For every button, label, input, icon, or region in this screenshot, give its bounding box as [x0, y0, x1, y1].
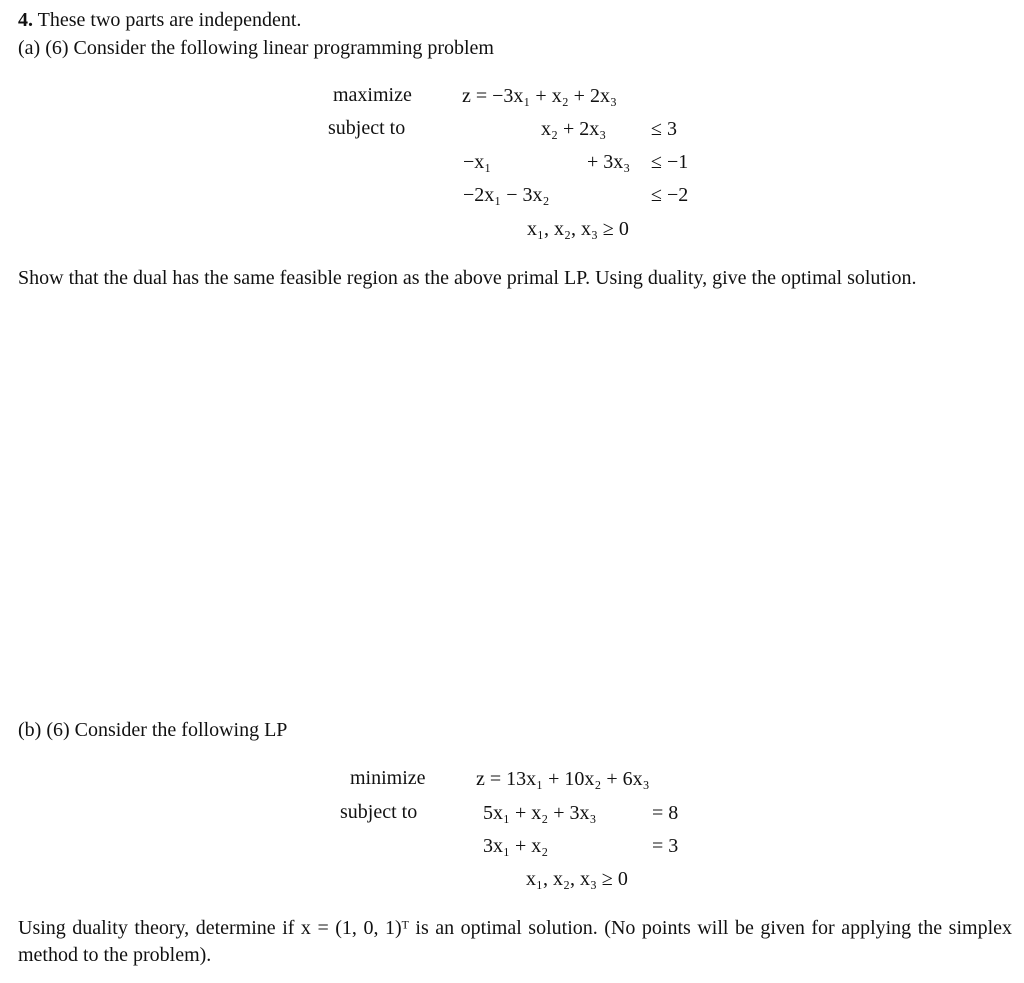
part-a-header: (a) (6) Consider the following linear programming problem — [18, 37, 494, 59]
part-a-question: Show that the dual has the same feasible region as the above primal LP. Using duality, give the optimal solution. — [18, 267, 917, 289]
part-a-nonnegativity: x₁, x₂, x₃ ≥ 0 — [527, 218, 629, 240]
part-b-constraint-2-lhs: 3x₁ + x₂ — [483, 835, 549, 857]
part-b-question: Using duality theory, determine if x = (1, 0, 1)ᵀ is an optimal solution. (No points will be given for applying the simplex method to the problem). — [18, 917, 1012, 966]
part-b-subject-to-label: subject to — [340, 801, 418, 823]
part-b-constraint-1-rel: = 8 — [652, 802, 679, 824]
part-b-constraint-1-lhs: 5x₁ + x₂ + 3x₃ — [483, 802, 597, 824]
part-b-constraint-2-rel: = 3 — [652, 835, 679, 857]
question-number: 4. — [18, 9, 33, 31]
question-heading — [18, 7, 301, 33]
part-a-constraint-3-rel: ≤ −2 — [651, 184, 689, 206]
part-a-constraint-2-lhs: −x₁ — [463, 151, 492, 173]
part-a-constraint-3-lhs: −2x₁ − 3x₂ — [463, 184, 550, 206]
part-a-constraint-2-rel: ≤ −1 — [651, 151, 689, 173]
part-a-constraint-1-rel: ≤ 3 — [651, 118, 677, 140]
part-b-minimize-label: minimize — [350, 767, 426, 789]
part-a-constraint-2-mid: + 3x₃ — [587, 151, 631, 173]
part-b-objective: z = 13x₁ + 10x₂ + 6x₃ — [476, 768, 650, 790]
part-b-nonnegativity: x₁, x₂, x₃ ≥ 0 — [526, 868, 628, 890]
question-intro: These two parts are independent. — [37, 9, 302, 31]
part-a-objective: z = −3x₁ + x₂ + 2x₃ — [462, 85, 617, 107]
part-a-maximize-label: maximize — [333, 84, 412, 106]
part-a-subject-to-label: subject to — [328, 117, 406, 139]
part-b-header: (b) (6) Consider the following LP — [18, 719, 288, 741]
part-a-constraint-1-lhs: x₂ + 2x₃ — [541, 118, 607, 140]
